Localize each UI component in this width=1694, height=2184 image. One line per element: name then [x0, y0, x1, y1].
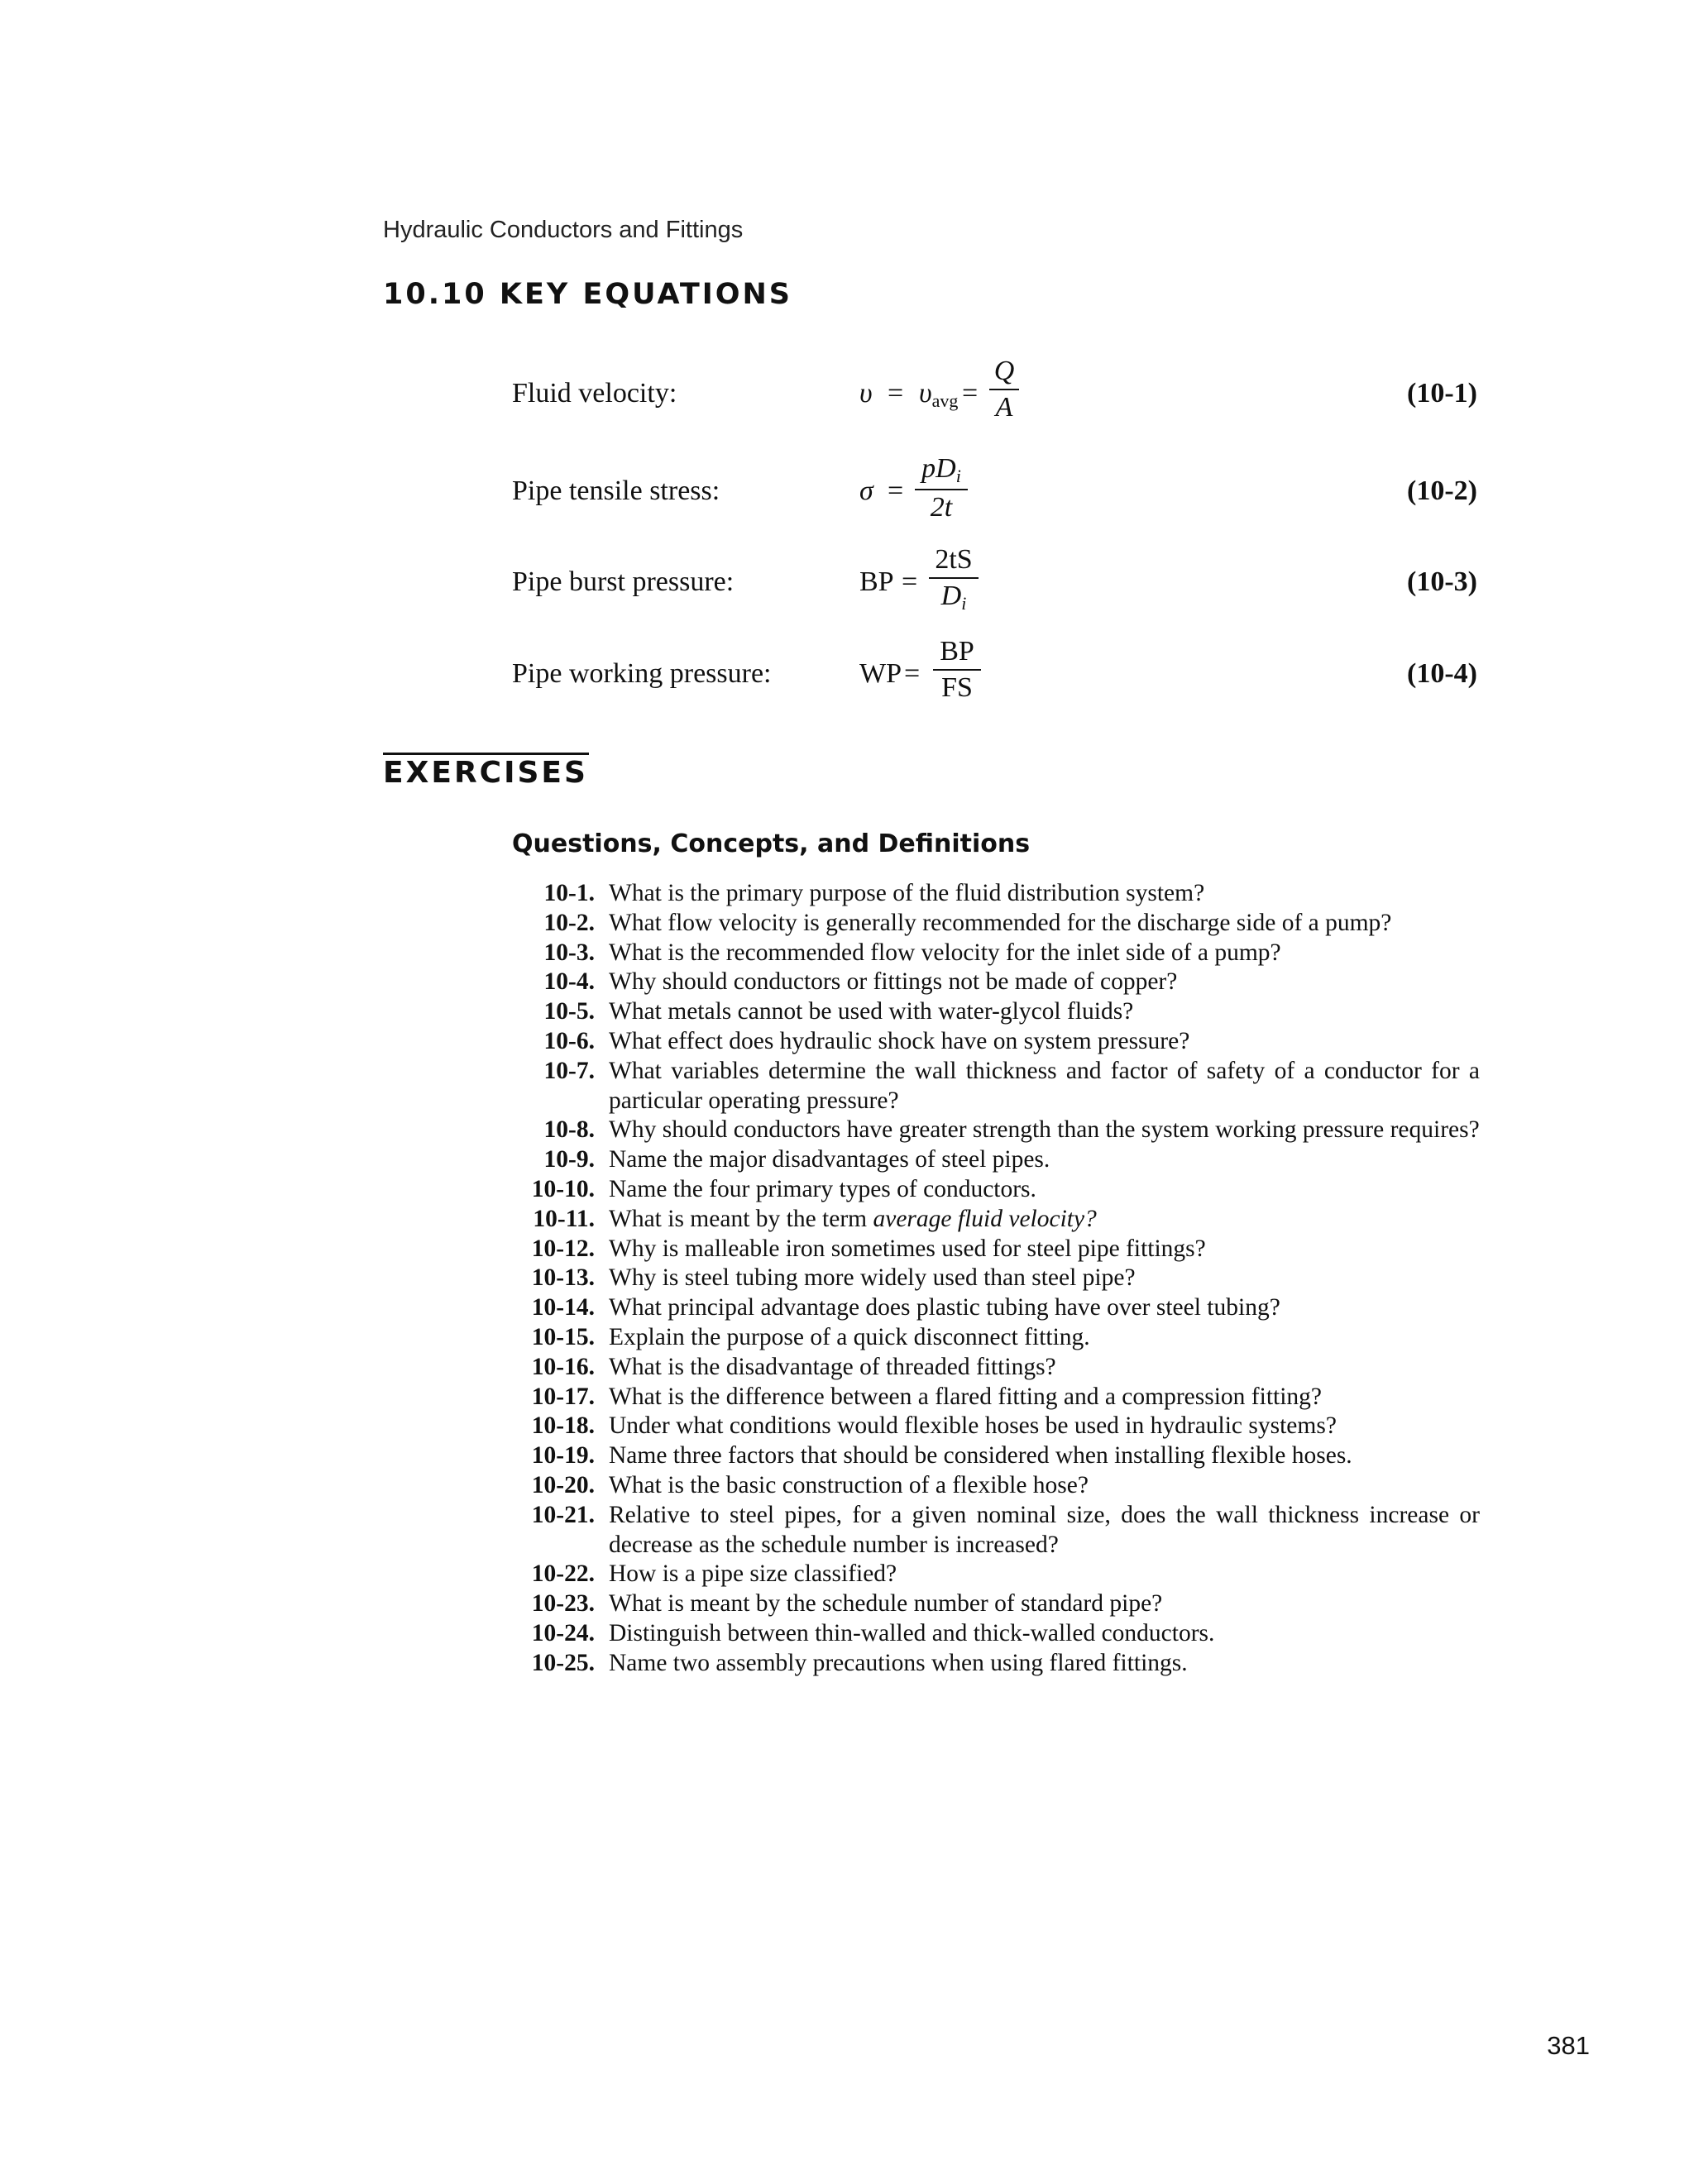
question-text-body: Under what conditions would flexible hoses be used in hydraulic systems?: [609, 1412, 1337, 1440]
question-item: [512, 1471, 1480, 1501]
question-text: [609, 1235, 1480, 1264]
question-item: [512, 879, 1480, 909]
question-text: [609, 1116, 1480, 1145]
question-item: [512, 1057, 1480, 1116]
fraction-denominator: A: [995, 392, 1013, 423]
question-text-body: What is the disadvantage of threaded fittings?: [609, 1353, 1056, 1380]
question-item: [512, 1027, 1480, 1057]
v-symbol: υ: [919, 378, 932, 409]
equation-lhs: WP: [859, 658, 902, 689]
question-text: [609, 1619, 1480, 1649]
equation-row-2: [0, 453, 1694, 536]
question-text-body: Why should conductors or fittings not be made of copper?: [609, 968, 1178, 996]
question-number: 10-17.: [531, 1383, 595, 1410]
question-text: [609, 997, 1480, 1027]
exercises-rule: [383, 753, 589, 755]
denominator-text: D: [940, 581, 962, 611]
equation-label: Fluid velocity:: [512, 378, 677, 409]
question-item: [512, 968, 1480, 997]
question-number: 10-1.: [543, 880, 595, 906]
question-item: [512, 1293, 1480, 1323]
equation-lhs: σ: [859, 476, 873, 506]
equation-number: (10-4): [1407, 658, 1477, 689]
question-number: 10-9.: [543, 1146, 595, 1173]
question-text-body: What is the recommended flow velocity for the inlet side of a pump?: [609, 939, 1281, 966]
question-text: [609, 1560, 1480, 1589]
question-text: [609, 1057, 1480, 1116]
question-item: [512, 997, 1480, 1027]
equation-label: Pipe burst pressure:: [512, 566, 735, 597]
question-item: [512, 1205, 1480, 1235]
question-number: 10-23.: [531, 1590, 595, 1618]
equation-row-3: [0, 544, 1694, 631]
exercises-title: EXERCISES: [383, 756, 588, 790]
denominator-subscript: i: [961, 593, 967, 614]
question-number: 10-11.: [533, 1205, 595, 1232]
question-item: [512, 1501, 1480, 1560]
question-text-body: What principal advantage does plastic tubing have over steel tubing?: [609, 1294, 1280, 1321]
question-text: [609, 879, 1480, 909]
fraction-bar: [929, 577, 979, 579]
question-text-body: What is meant by the schedule number of standard pipe?: [609, 1590, 1163, 1618]
running-head: Hydraulic Conductors and Fittings: [383, 217, 744, 243]
question-text: [609, 1649, 1480, 1679]
question-text-body: What metals cannot be used with water-glycol fluids?: [609, 998, 1134, 1025]
question-number: 10-8.: [543, 1116, 595, 1144]
question-item: [512, 1560, 1480, 1589]
question-text-body: What effect does hydraulic shock have on system pressure?: [609, 1027, 1190, 1054]
page-number: 381: [1547, 2031, 1590, 2060]
question-text-body: What is the basic construction of a flexible hose?: [609, 1471, 1089, 1498]
question-number: 10-14.: [531, 1294, 595, 1321]
question-item: [512, 939, 1480, 968]
section-title: 10.10 KEY EQUATIONS: [383, 278, 792, 311]
question-text: [609, 1027, 1480, 1057]
question-text-body: Explain the purpose of a quick disconnect fitting.: [609, 1323, 1090, 1350]
fraction-bar: [933, 669, 981, 671]
question-text-body: Name the four primary types of conductors.: [609, 1175, 1036, 1202]
equals-sign: =: [888, 476, 904, 506]
question-number: 10-15.: [531, 1323, 595, 1350]
fraction: [933, 636, 981, 704]
question-number: 10-10.: [531, 1175, 595, 1202]
question-text: [609, 1589, 1480, 1619]
question-number: 10-19.: [531, 1442, 595, 1470]
question-text: [609, 1383, 1480, 1412]
question-text: [609, 909, 1480, 939]
question-text: [609, 1205, 1480, 1235]
question-number: 10-25.: [531, 1649, 595, 1676]
question-item: [512, 1589, 1480, 1619]
question-text-body: What is the difference between a flared fitting and a compression fitting?: [609, 1383, 1322, 1410]
question-item: [512, 909, 1480, 939]
question-item: [512, 1116, 1480, 1145]
question-text-body: How is a pipe size classified?: [609, 1560, 897, 1588]
fraction-denominator: 2t: [930, 492, 953, 523]
equation-label: Pipe tensile stress:: [512, 476, 720, 506]
question-text: [609, 1501, 1480, 1560]
question-text-body: Name the major disadvantages of steel pipes.: [609, 1146, 1050, 1173]
question-number: 10-4.: [543, 968, 595, 996]
equation-lhs-sub: [919, 378, 958, 412]
question-number: 10-5.: [543, 998, 595, 1025]
question-item: [512, 1412, 1480, 1441]
equation-lhs: υ: [859, 378, 873, 409]
equals-sign: =: [962, 378, 979, 409]
question-number: 10-7.: [543, 1057, 595, 1084]
question-text-body: What variables determine the wall thickness and factor of safety of a conductor for a particular operating pressure?: [609, 1057, 1480, 1114]
question-text: [609, 1323, 1480, 1353]
question-number: 10-24.: [531, 1619, 595, 1646]
question-text: [609, 1264, 1480, 1293]
fraction: [915, 453, 968, 523]
subsection-title: Questions, Concepts, and Definitions: [512, 829, 1031, 858]
question-text-body: Relative to steel pipes, for a given nominal size, does the wall thickness increase or decrease as the schedule number is increased?: [609, 1501, 1480, 1558]
question-text: [609, 1293, 1480, 1323]
equals-sign: =: [888, 378, 904, 409]
question-item: [512, 1264, 1480, 1293]
question-number: 10-16.: [531, 1353, 595, 1380]
question-number: 10-20.: [531, 1471, 595, 1498]
question-text: [609, 1441, 1480, 1471]
equals-sign: =: [902, 566, 918, 597]
question-number: 10-13.: [531, 1264, 595, 1292]
fraction-denominator: FS: [941, 672, 973, 703]
equation-row-4: [0, 636, 1694, 722]
question-text-body: Why is malleable iron sometimes used for steel pipe fittings?: [609, 1235, 1206, 1262]
fraction: [989, 356, 1019, 423]
fraction-bar: [989, 389, 1019, 390]
question-text: [609, 1471, 1480, 1501]
equals-sign: =: [904, 658, 921, 689]
fraction: [929, 544, 979, 614]
question-text: [609, 1145, 1480, 1175]
question-item: [512, 1619, 1480, 1649]
question-text-body: What is the primary purpose of the fluid distribution system?: [609, 880, 1205, 906]
question-item: [512, 1323, 1480, 1353]
question-item: [512, 1175, 1480, 1205]
question-text-body: Distinguish between thin-walled and thick-walled conductors.: [609, 1619, 1215, 1646]
question-text: [609, 1175, 1480, 1205]
question-number: 10-22.: [531, 1560, 595, 1588]
equation-number: (10-2): [1407, 476, 1477, 506]
question-number: 10-21.: [531, 1501, 595, 1528]
question-number: 10-12.: [531, 1235, 595, 1262]
fraction-numerator: [929, 544, 979, 576]
question-list: [512, 879, 1480, 1679]
question-number: 10-6.: [543, 1027, 595, 1054]
question-text-body: What is meant by the term: [609, 1205, 873, 1232]
fraction-bar: [915, 489, 968, 490]
fraction-numerator: [915, 453, 968, 487]
question-item: [512, 1145, 1480, 1175]
question-number: 10-2.: [543, 909, 595, 936]
question-text-body: Name three factors that should be considered when installing flexible hoses.: [609, 1442, 1352, 1470]
question-text-italic: average fluid velocity?: [873, 1205, 1097, 1232]
equation-label: Pipe working pressure:: [512, 658, 772, 689]
numerator-subscript: i: [955, 466, 961, 486]
question-item: [512, 1441, 1480, 1471]
fraction-numerator: Q: [993, 356, 1015, 386]
question-text-body: Why should conductors have greater strength than the system working pressure requires?: [609, 1116, 1480, 1144]
question-text-body: Name two assembly precautions when using flared fittings.: [609, 1649, 1188, 1676]
question-item: [512, 1353, 1480, 1383]
equation-lhs: BP: [859, 566, 894, 597]
question-text-body: What flow velocity is generally recommended for the discharge side of a pump?: [609, 909, 1392, 936]
question-number: 10-3.: [543, 939, 595, 966]
equation-number: (10-1): [1407, 378, 1477, 409]
equation-row-1: [0, 356, 1694, 438]
equation-number: (10-3): [1407, 566, 1477, 597]
question-text-body: Why is steel tubing more widely used than steel pipe?: [609, 1264, 1136, 1292]
question-text: [609, 968, 1480, 997]
fraction-denominator: [929, 581, 979, 614]
numerator-text: 2tS: [935, 544, 973, 575]
question-item: [512, 1235, 1480, 1264]
numerator-text: pD: [921, 453, 956, 484]
question-text: [609, 1353, 1480, 1383]
question-text: [609, 1412, 1480, 1441]
question-text: [609, 939, 1480, 968]
question-number: 10-18.: [531, 1412, 595, 1440]
avg-subscript: avg: [931, 390, 959, 411]
question-item: [512, 1649, 1480, 1679]
question-item: [512, 1383, 1480, 1412]
fraction-numerator: BP: [940, 636, 974, 667]
